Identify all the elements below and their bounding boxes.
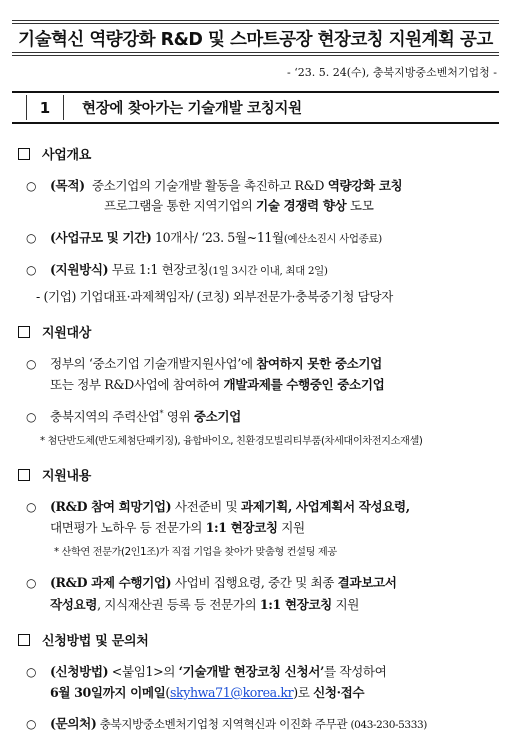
content-heading: 지원내용 (18, 465, 91, 484)
target-item2-line: ○ 충북지역의 주력산업* 영위 중소기업 (26, 408, 241, 424)
apply-heading: 신청방법 및 문의처 (18, 630, 149, 649)
target-heading: 지원대상 (18, 322, 91, 341)
content-item2-line2: 작성요령, 지식재산권 등록 등 전문가의 1:1 현장코칭 지원 (50, 597, 360, 612)
apply-item2-line: ○ (문의처) 충북지방중소벤처기업청 지역혁신과 이진화 주무관 (043-230-5333) (26, 716, 427, 731)
announcement-title: 기술혁신 역량강화 R&D 및 스마트공장 현장코칭 지원계획 공고 (18, 29, 493, 50)
square-bullet-icon (18, 469, 30, 481)
overview-method-detail: - (기업) 기업대표·과제책임자/ (코칭) 외부전문가·충북중기청 담당자 (36, 289, 393, 304)
content-item1-line2: 대면평가 노하우 등 전문가의 1:1 현장코칭 지원 (50, 520, 305, 535)
apply-item1-line2: 6월 30일까지 이메일(skyhwa71@korea.kr)로 신청·접수 (50, 685, 365, 700)
overview-scale-line: ○ (사업규모 및 기간) 10개사/ ‘23. 5월~11월(예산소진시 사업종료) (26, 230, 382, 245)
section-number: 1 (26, 95, 64, 120)
section-header (12, 91, 499, 124)
square-bullet-icon (18, 326, 30, 338)
dateline: - ‘23. 5. 24(수), 충북지방중소벤처기업청 - (287, 66, 497, 79)
content-item1-line1: ○ (R&D 참여 희망기업) 사전준비 및 과제기획, 사업계획서 작성요령, (26, 499, 410, 514)
circle-bullet-icon: ○ (26, 410, 37, 424)
email-link[interactable]: skyhwa71@korea.kr (169, 685, 294, 700)
circle-bullet-icon: ○ (26, 665, 37, 679)
circle-bullet-icon: ○ (26, 231, 37, 245)
target-item1-line1: ○ 정부의 ‘중소기업 기술개발지원사업’에 참여하지 못한 중소기업 (26, 356, 382, 371)
content-item2-line1: ○ (R&D 과제 수행기업) 사업비 집행요령, 중간 및 최종 결과보고서 (26, 575, 397, 590)
apply-item1-line1: ○ (신청방법) <붙임1>의 ‘기술개발 현장코칭 신청서’를 작성하여 (26, 664, 387, 679)
section-title: 현장에 찾아가는 기술개발 코칭지원 (82, 101, 302, 117)
circle-bullet-icon: ○ (26, 357, 37, 371)
circle-bullet-icon: ○ (26, 500, 37, 514)
circle-bullet-icon: ○ (26, 717, 37, 731)
square-bullet-icon (18, 634, 30, 646)
circle-bullet-icon: ○ (26, 263, 37, 277)
overview-purpose-line1: ○ (목적) 중소기업의 기술개발 활동을 촉진하고 R&D 역량강화 코칭 (26, 178, 403, 193)
overview-heading: 사업개요 (18, 144, 91, 163)
announcement-title-box (12, 20, 499, 56)
overview-purpose-line2: 프로그램을 통한 지역기업의 기술 경쟁력 향상 도모 (104, 198, 374, 213)
content-item1-note: * 산학연 전문가(2인1조)가 직접 기업을 찾아가 맞춤형 컨설팅 제공 (54, 547, 337, 558)
circle-bullet-icon: ○ (26, 576, 37, 590)
target-item1-line2: 또는 정부 R&D사업에 참여하여 개발과제를 수행중인 중소기업 (50, 377, 385, 392)
target-note: * 첨단반도체(반도체첨단패키징), 융합바이오, 친환경모빌리티부품(차세대이차전지소재셀) (40, 436, 423, 447)
circle-bullet-icon: ○ (26, 179, 37, 193)
overview-method-line: ○ (지원방식) 무료 1:1 현장코칭(1일 3시간 이내, 최대 2일) (26, 262, 328, 277)
square-bullet-icon (18, 148, 30, 160)
